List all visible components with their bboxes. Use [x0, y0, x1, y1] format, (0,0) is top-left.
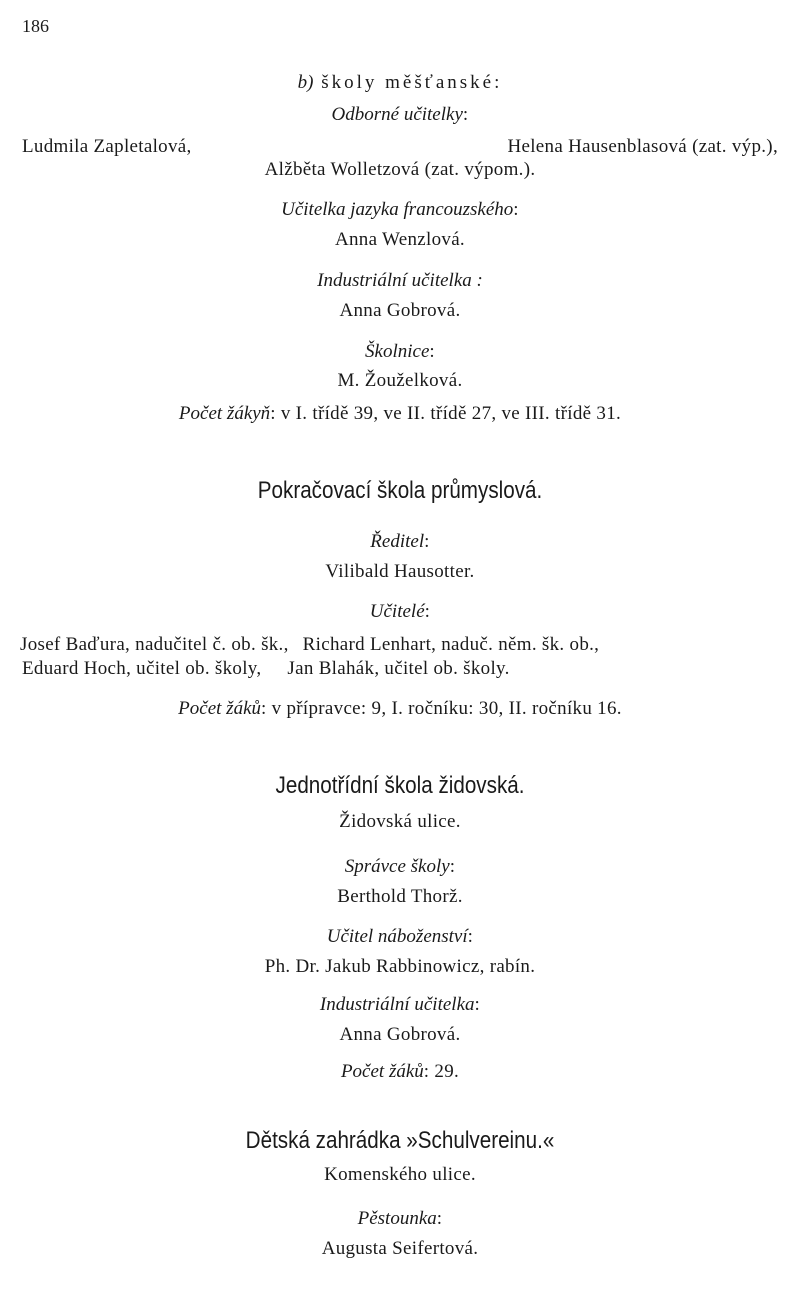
- nabozenstvi-name: Ph. Dr. Jakub Rabbinowicz, rabín.: [264, 956, 536, 977]
- pokracovaci-heading: Pokračovací škola průmyslová.: [257, 477, 543, 504]
- reditel-colon: :: [424, 531, 430, 552]
- spravce-colon: :: [449, 856, 456, 877]
- zahradka-heading: Dětská zahrádka »Schulvereinu.«: [245, 1127, 555, 1154]
- skolnice-label: Školnice: [365, 341, 430, 362]
- zidovska-industrial-label: Industriální učitelka: [319, 994, 475, 1015]
- ucitele-row-2: [22, 658, 780, 680]
- section-b-title: [0, 72, 800, 94]
- odborne-names-row: [22, 136, 778, 158]
- reditel-label-line: [0, 531, 800, 553]
- odborne-label: Odborné učitelky: [331, 104, 463, 125]
- reditel-name: Vilibald Hausotter.: [325, 561, 475, 582]
- francouz-colon: :: [513, 199, 519, 220]
- pestounka-colon: :: [436, 1208, 443, 1229]
- pestounka-label-line: [0, 1208, 800, 1230]
- ucitele-label: Učitelé: [369, 601, 425, 622]
- zidovska-count-label: Počet žáků: [340, 1061, 424, 1082]
- industrial-label: Industriální učitelka :: [317, 270, 483, 291]
- ucitele-colon: :: [424, 601, 431, 622]
- spravce-name: Berthold Thorž.: [337, 886, 463, 907]
- odborne-colon: :: [462, 104, 469, 125]
- zahradka-street: Komenského ulice.: [324, 1164, 476, 1185]
- section-b-count-label: Počet žákyň: [178, 403, 271, 424]
- skolnice-name: M. Žouželková.: [337, 370, 463, 391]
- ucitel-hoch: Eduard Hoch, učitel ob. školy,: [22, 658, 262, 679]
- zidovska-industrial-label-line: [0, 994, 800, 1016]
- zidovska-industrial-colon: :: [474, 994, 481, 1015]
- spravce-label-line: [0, 856, 800, 878]
- ucitele-label-line: [0, 601, 800, 623]
- pokracovaci-count-text: : v přípravce: 9, I. ročníku: 30, II. ročníku 16.: [261, 698, 622, 719]
- zidovska-heading: Jednotřídní škola židovská.: [275, 772, 525, 799]
- nabozenstvi-label: Učitel náboženství: [326, 926, 468, 947]
- section-b-count-line: [0, 403, 800, 425]
- zidovska-street: Židovská ulice.: [339, 811, 461, 832]
- page-number: 186: [22, 16, 49, 36]
- pestounka-label: Pěstounka: [357, 1208, 437, 1229]
- odborne-label-line: [0, 104, 800, 126]
- zidovska-industrial-name: Anna Gobrová.: [339, 1024, 461, 1045]
- skolnice-colon: :: [429, 341, 435, 362]
- section-b-title-text: školy měšťanské:: [313, 72, 503, 93]
- odborne-right-name: Helena Hausenblasová (zat. výp.),: [507, 136, 778, 157]
- ucitel-baďura: Josef Baďura, nadučitel č. ob. šk.,: [20, 634, 289, 655]
- odborne-second-name: Alžběta Wolletzová (zat. výpom.).: [264, 159, 536, 180]
- industrial-name: Anna Gobrová.: [339, 300, 461, 321]
- ucitele-row-1: [20, 634, 780, 656]
- odborne-left-name: Ludmila Zapletalová,: [22, 136, 192, 157]
- reditel-label: Ředitel: [370, 531, 425, 552]
- nabozenstvi-colon: :: [467, 926, 474, 947]
- ucitel-lenhart: Richard Lenhart, naduč. něm. šk. ob.,: [302, 634, 600, 655]
- pokracovaci-count-label: Počet žáků: [178, 698, 261, 719]
- section-b-count-text: : v I. třídě 39, ve II. třídě 27, ve III. třídě 31.: [270, 403, 622, 424]
- francouz-label: Učitelka jazyka francouzského: [281, 199, 514, 220]
- zidovska-count-line: [0, 1061, 800, 1083]
- skolnice-label-line: [0, 341, 800, 363]
- spravce-label: Správce školy: [344, 856, 450, 877]
- pokracovaci-count-line: [0, 698, 800, 720]
- zidovska-count-text: : 29.: [423, 1061, 460, 1082]
- nabozenstvi-label-line: [0, 926, 800, 948]
- section-b-prefix: b): [297, 72, 314, 93]
- francouz-label-line: [0, 199, 800, 221]
- francouz-name: Anna Wenzlová.: [334, 229, 465, 250]
- ucitel-blahak: Jan Blahák, učitel ob. školy.: [287, 658, 510, 679]
- pestounka-name: Augusta Seifertová.: [321, 1238, 479, 1259]
